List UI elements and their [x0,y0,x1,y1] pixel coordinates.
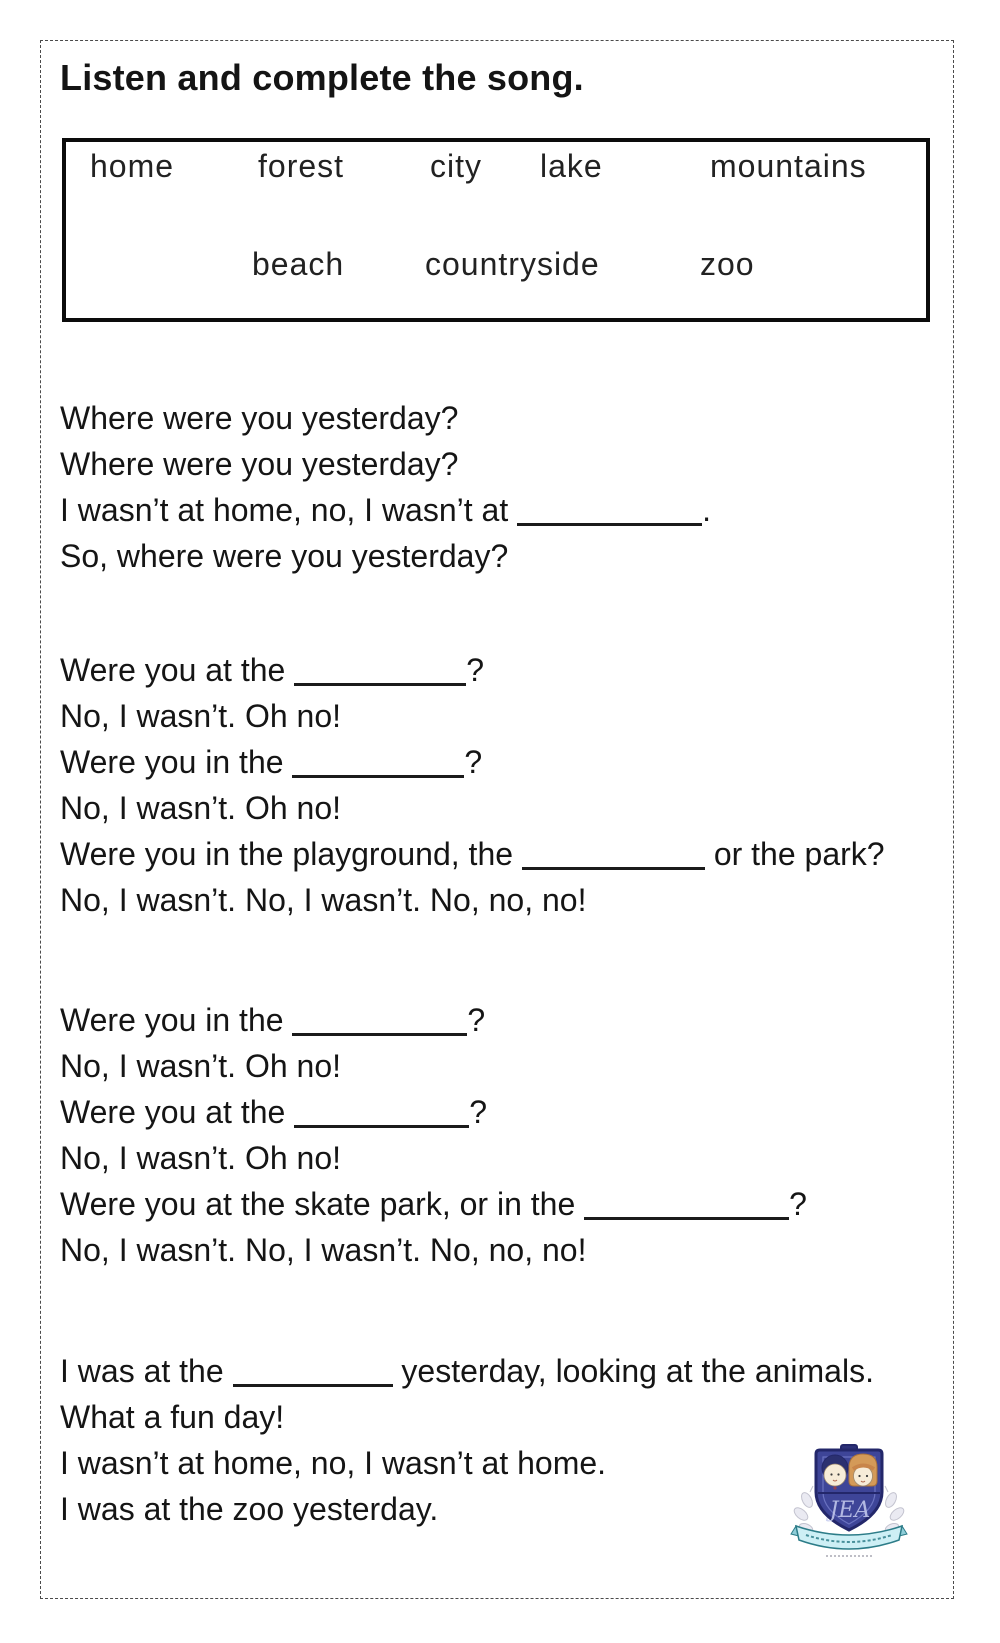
song-verse [60,997,940,1273]
word-bank-word: city [430,148,482,184]
lyric-line [60,693,940,739]
answer-blank[interactable] [233,1352,393,1388]
word-bank-word: zoo [700,246,755,282]
lyric-line [60,785,940,831]
worksheet-title: Listen and complete the song. [60,57,584,98]
lyric-text: Where were you yesterday? [60,400,459,436]
lyric-line [60,877,940,923]
lyric-text: Were you in the playground, the [60,836,522,872]
lyric-line [60,1043,940,1089]
lyric-text: I wasn’t at home, no, I wasn’t at [60,492,518,528]
lyric-line [60,533,940,579]
lyric-text: Were you at the [60,1094,295,1130]
lyric-text: No, I wasn’t. No, I wasn’t. No, no, no! [60,882,587,918]
lyric-text: ? [469,1094,487,1130]
lyric-line [60,1394,940,1440]
lyric-text: So, where were you yesterday? [60,538,509,574]
answer-blank[interactable] [294,1093,469,1129]
lyric-line [60,1089,940,1135]
word-bank-word: beach [252,246,345,282]
lyric-text: No, I wasn’t. Oh no! [60,1048,342,1084]
lyric-text: Were you at the [60,652,295,688]
lyric-line [60,441,940,487]
lyric-text: I was at the [60,1353,233,1389]
answer-blank[interactable] [292,743,464,779]
word-bank-word: home [90,148,175,184]
lyric-text: Were you in the [60,1002,293,1038]
lyric-text: ? [467,1002,486,1038]
lyric-text: or the park? [704,836,885,872]
answer-blank[interactable] [517,491,702,527]
word-bank-word: lake [540,148,603,184]
lyric-line [60,487,940,533]
lyric-line [60,1135,940,1181]
answer-blank[interactable] [522,835,705,871]
lyric-text: No, I wasn’t. No, I wasn’t. No, no, no! [60,1232,587,1268]
lyric-text: No, I wasn’t. Oh no! [60,1140,342,1176]
lyric-text: ? [464,744,483,780]
lyric-text: ? [466,652,484,688]
answer-blank[interactable] [584,1185,789,1221]
lyric-text: . [702,492,711,528]
word-bank-word: forest [258,148,345,184]
answer-blank[interactable] [292,1001,467,1037]
lyric-line [60,739,940,785]
answer-blank[interactable] [294,651,466,687]
word-bank-word: mountains [710,148,867,184]
lyric-line [60,395,940,441]
lyric-text: yesterday, looking at the animals. [392,1353,874,1389]
lyric-text: No, I wasn’t. Oh no! [60,790,342,826]
girl-face-icon [849,1454,877,1486]
song-verse [60,395,940,579]
lyric-line [60,647,940,693]
lyric-text: I was at the zoo yesterday. [60,1491,439,1527]
lyric-text: ? [789,1186,807,1222]
school-crest-logo [790,1440,908,1562]
lyric-text: I wasn’t at home, no, I wasn’t at home. [60,1445,607,1481]
lyric-text: Were you in the [60,744,293,780]
lyric-line [60,1227,940,1273]
crest-monogram: JEA [829,1498,871,1523]
lyric-line [60,831,940,877]
word-bank-word: countryside [425,246,600,282]
lyric-text: Were you at the skate park, or in the [60,1186,585,1222]
song-verse [60,647,940,923]
lyric-text: Where were you yesterday? [60,446,459,482]
lyric-line [60,1181,940,1227]
lyric-text: No, I wasn’t. Oh no! [60,698,342,734]
lyric-line [60,997,940,1043]
lyric-text: What a fun day! [60,1399,285,1435]
lyric-line [60,1348,940,1394]
